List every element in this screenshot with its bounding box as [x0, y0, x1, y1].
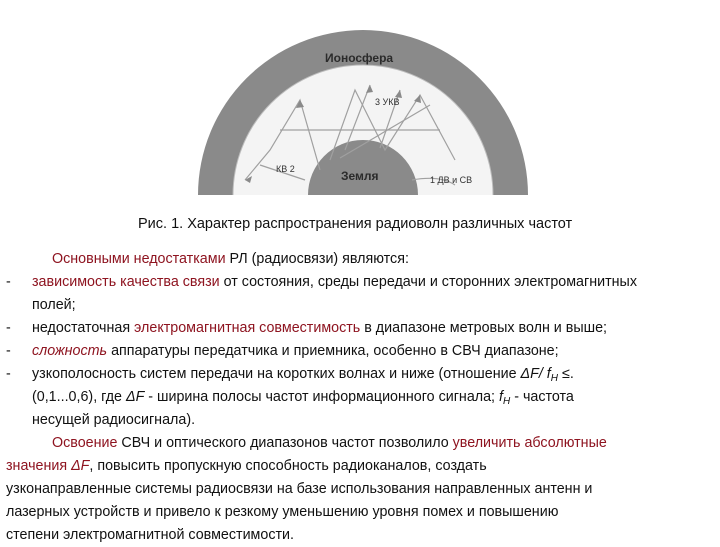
item-3 [32, 340, 559, 363]
item-4-line-2 [32, 386, 574, 409]
item-1-highlight: зависимость качества связи [32, 274, 220, 290]
item-4-df: ΔF [125, 389, 145, 405]
item-4-ratio: ΔF/ f [520, 366, 551, 382]
item-2 [32, 317, 607, 340]
closing-text-2: , повысить пропускную способность радиоканалов, создать [89, 458, 487, 474]
bullet-dash: - [6, 366, 11, 382]
closing-line-3: узконаправленные системы радиосвязи на базе использования направленных антенн и [6, 481, 593, 497]
intro-highlight: недостатками [133, 251, 226, 267]
intro-line [52, 248, 409, 271]
item-2-text: в диапазоне метровых волн и выше; [360, 320, 608, 336]
item-1-text: от состояния, среды передачи и сторонних электромагнитных [219, 274, 637, 290]
ukv-label: 3 УКВ [375, 97, 400, 107]
item-2-prefix: недостаточная [32, 320, 135, 336]
item-4-f-sub: H [503, 396, 511, 407]
item-2-highlight: электромагнитная совместимость [134, 320, 361, 336]
item-4-band-text: - ширина полосы частот информационного сигнала; [144, 389, 500, 405]
bullet-dash: - [6, 274, 11, 290]
closing-line-4: лазерных устройств и привело к резкому уменьшению уровня помех и повышению [6, 504, 559, 520]
item-4-line-1 [32, 363, 574, 386]
closing-highlight-2: увеличить абсолютные [452, 435, 607, 451]
item-4-freq-text: - частота [510, 389, 574, 405]
dv-label: 1 ДВ и СВ [430, 175, 473, 185]
item-4-text: узкополосность систем передачи на коротких волнах и ниже (отношение [32, 366, 521, 382]
ionosphere-label: Ионосфера [325, 51, 394, 65]
item-3-text: аппаратуры передатчика и приемника, особенно в СВЧ диапазоне; [107, 343, 559, 359]
radio-propagation-figure [0, 0, 720, 205]
item-1-line-1 [32, 271, 637, 294]
closing-text-1: СВЧ и оптического диапазонов частот позволило [117, 435, 453, 451]
closing-line-5: степени электромагнитной совместимости. [6, 527, 294, 543]
figure-caption: Рис. 1. Характер распространения радиоволн различных частот [138, 216, 573, 232]
intro-suffix: РЛ (радиосвязи) являются: [225, 251, 409, 267]
item-4-end: ≤. [558, 366, 574, 382]
bullet-dash: - [6, 320, 11, 336]
item-4-range: (0,1...0,6), где [32, 389, 126, 405]
item-1-line-2: полей; [32, 297, 76, 313]
intro-prefix: Основными [52, 251, 134, 267]
earth-label: Земля [341, 169, 379, 183]
closing-df: ΔF [71, 458, 90, 474]
closing-highlight-3: значения [6, 458, 72, 474]
item-3-highlight: сложность [32, 343, 108, 359]
item-4-ratio-sub: H [550, 373, 559, 384]
item-4-line-3: несущей радиосигнала). [32, 412, 196, 428]
closing-line-2 [6, 455, 487, 478]
kv-label: КВ 2 [276, 164, 295, 174]
closing-highlight-1: Освоение [52, 435, 118, 451]
bullet-dash: - [6, 343, 11, 359]
closing-line-1 [52, 432, 607, 455]
item-4-f: f [499, 389, 503, 405]
